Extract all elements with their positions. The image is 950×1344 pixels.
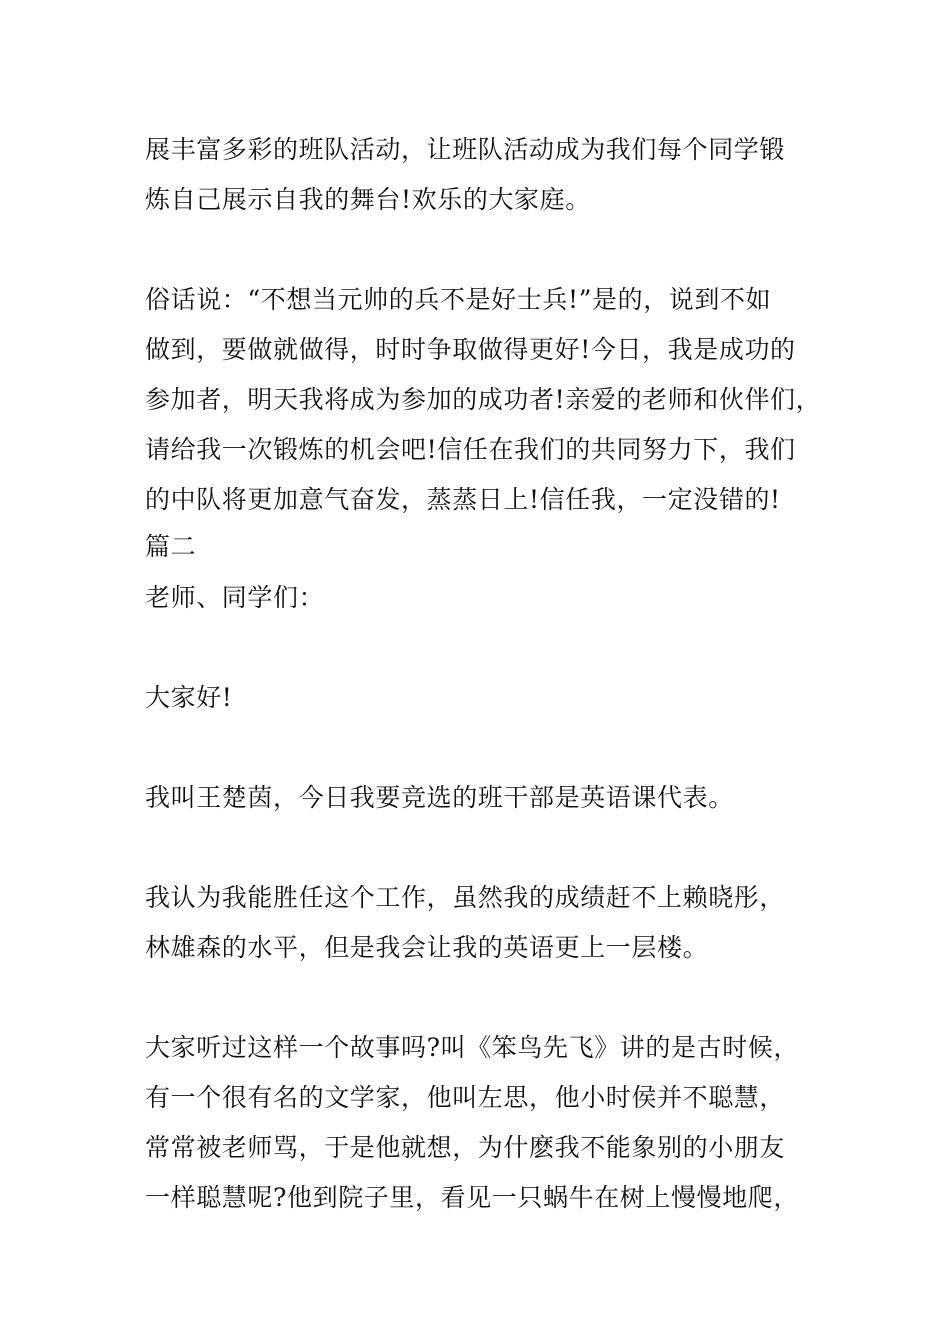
paragraph-3-line-1: 我叫王楚茵，今日我要竞选的班干部是英语课代表。 <box>145 783 734 812</box>
section-heading: 篇二 <box>145 532 197 561</box>
paragraph-2-line-1: 俗话说：“不想当元帅的兵不是好士兵!”是的，说到不如 <box>145 285 772 314</box>
greeting: 大家好! <box>145 683 233 712</box>
paragraph-5-line-2: 有一个很有名的文学家，他叫左思，他小时侯并不聪慧， <box>145 1083 786 1112</box>
paragraph-5-line-1: 大家听过这样一个故事吗?叫《笨鸟先飞》讲的是古时候， <box>145 1033 800 1062</box>
paragraph-2-line-3: 参加者，明天我将成为参加的成功者!亲爱的老师和伙伴们， <box>145 385 822 414</box>
paragraph-1-line-2: 炼自己展示自我的舞台!欢乐的大家庭。 <box>145 185 591 214</box>
paragraph-4-line-2: 林雄森的水平，但是我会让我的英语更上一层楼。 <box>145 933 709 962</box>
paragraph-2-line-4: 请给我一次锻炼的机会吧!信任在我们的共同努力下，我们 <box>145 435 796 464</box>
paragraph-5-line-4: 一样聪慧呢?他到院子里，看见一只蜗牛在树上慢慢地爬， <box>145 1183 800 1212</box>
paragraph-1-line-1: 展丰富多彩的班队活动，让班队活动成为我们每个同学锻 <box>145 135 786 164</box>
paragraph-2-line-5: 的中队将更加意气奋发，蒸蒸日上!信任我，一定没错的! <box>145 485 781 514</box>
paragraph-2-line-2: 做到，要做就做得，时时争取做得更好!今日，我是成功的 <box>145 335 796 364</box>
salutation: 老师、同学们： <box>145 583 325 612</box>
paragraph-5-line-3: 常常被老师骂，于是他就想，为什麽我不能象别的小朋友 <box>145 1133 786 1162</box>
paragraph-4-line-1: 我认为我能胜任这个工作，虽然我的成绩赶不上赖晓彤， <box>145 883 786 912</box>
